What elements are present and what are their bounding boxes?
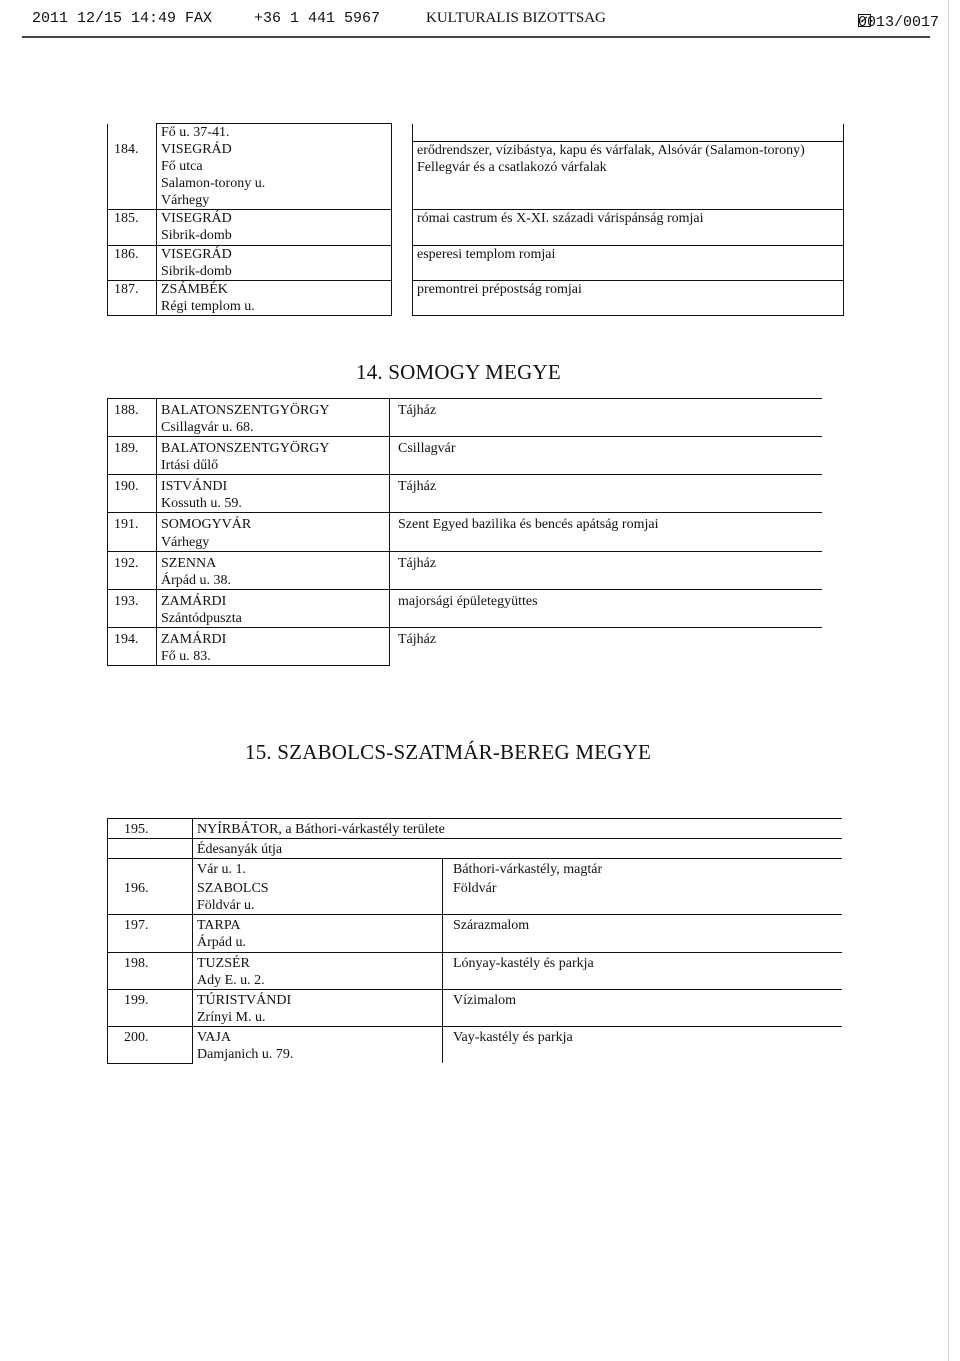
place-line: SZENNA [161, 555, 217, 571]
row-place [157, 513, 390, 551]
table-row [108, 589, 823, 627]
place-line: Fő u. 83. [161, 649, 211, 665]
table-row [108, 280, 844, 315]
row-number: 189. [108, 437, 157, 475]
row-number: 197. [108, 915, 193, 952]
table-row [108, 475, 823, 513]
row-place [157, 627, 390, 665]
place-line: Édesanyák útja [197, 842, 283, 858]
table-row [108, 551, 823, 589]
row-number: 191. [108, 513, 157, 551]
place-line: Damjanich u. 79. [197, 1046, 294, 1062]
place-line: ZAMÁRDI [161, 593, 227, 609]
place-line: Sibrik-domb [161, 263, 232, 279]
table-row [108, 952, 843, 989]
row-place [157, 245, 392, 280]
table-row [108, 627, 823, 665]
place-line: Földvár u. [197, 898, 255, 914]
place-line: Régi templom u. [161, 298, 255, 314]
place-line: VISEGRÁD [161, 211, 232, 227]
row-place [193, 819, 843, 839]
section-heading-somogy: 14. SOMOGY MEGYE [356, 360, 561, 384]
place-line: VISEGRÁD [161, 246, 232, 262]
row-description [413, 124, 844, 142]
row-place [157, 280, 392, 315]
place-line: ZAMÁRDI [161, 631, 227, 647]
row-description: Vízimalom [443, 989, 843, 1026]
place-line: Fő utca [161, 159, 203, 175]
fax-phone: +36 1 441 5967 [254, 10, 381, 27]
row-number: 190. [108, 475, 157, 513]
table-row [108, 245, 844, 280]
row-place [193, 1026, 443, 1063]
table-row [108, 399, 823, 437]
place-line: ZSÁMBÉK [161, 281, 228, 297]
row-description: majorsági épületegyüttes [390, 589, 823, 627]
table-row [108, 819, 843, 839]
place-line: VAJA [197, 1029, 231, 1045]
place-line: Ady E. u. 2. [197, 972, 265, 988]
place-line: TARPA [197, 918, 241, 934]
row-number: 194. [108, 627, 157, 665]
place-line: Várhegy [161, 193, 210, 209]
row-place [157, 210, 392, 245]
row-description: esperesi templom romjai [413, 245, 844, 280]
row-number [108, 124, 157, 142]
row-number: 192. [108, 551, 157, 589]
row-description: Tájház [390, 627, 823, 665]
place-line: ISTVÁNDI [161, 479, 228, 495]
fax-sender: KULTURALIS BIZOTTSAG [426, 10, 606, 26]
table-row-cont [108, 859, 843, 879]
row-place [157, 399, 390, 437]
place-line: VISEGRÁD [161, 142, 232, 158]
table-row [108, 437, 823, 475]
row-description: római castrum és X-XI. századi várispánság romjai [413, 210, 844, 245]
row-description: Báthori-várkastély, magtár [443, 859, 843, 879]
row-number: 195. [108, 819, 193, 839]
place-line: Szántódpuszta [161, 610, 242, 626]
row-place [193, 989, 443, 1026]
row-description: Szent Egyed bazilika és bencés apátság romjai [390, 513, 823, 551]
row-number: 199. [108, 989, 193, 1026]
row-description: Vay-kastély és parkja [443, 1026, 843, 1063]
row-description: Szárazmalom [443, 915, 843, 952]
table-row-cont [108, 839, 843, 859]
row-description: Csillagvár [390, 437, 823, 475]
row-place [193, 878, 443, 915]
place-line: SOMOGYVÁR [161, 517, 252, 533]
place-line: Salamon-torony u. [161, 176, 266, 192]
row-place [193, 915, 443, 952]
row-place [157, 124, 392, 142]
table-row [108, 989, 843, 1026]
row-place [157, 589, 390, 627]
fax-datetime: 2011 12/15 14:49 FAX [32, 10, 213, 27]
row-description: erődrendszer, vízibástya, kapu és várfalak, Alsóvár (Salamon-torony) Fellegvár és a csatlakozó várfalak [413, 141, 844, 210]
place-line: BALATONSZENTGYÖRGY [161, 441, 330, 457]
place-line: Sibrik-domb [161, 228, 232, 244]
row-number: 188. [108, 399, 157, 437]
scan-edge [948, 0, 949, 1361]
table-row [108, 210, 844, 245]
fax-header-rule [22, 36, 930, 38]
row-number: 187. [108, 280, 157, 315]
row-description: premontrei prépostság romjai [413, 280, 844, 315]
place-line: Zrínyi M. u. [197, 1009, 266, 1025]
row-number: 184. [108, 141, 157, 210]
row-number: 198. [108, 952, 193, 989]
row-place [157, 141, 392, 210]
row-number: 186. [108, 245, 157, 280]
place-line: Árpád u. 38. [161, 572, 231, 588]
table-row [108, 124, 844, 142]
fax-header [22, 6, 940, 31]
table-row [108, 141, 844, 210]
table-row [108, 878, 843, 915]
monument-table-somogy [107, 398, 822, 666]
place-line: BALATONSZENTGYÖRGY [161, 403, 330, 418]
place-line: Vár u. 1. [197, 862, 246, 878]
place-line: TÚRISTVÁNDI [197, 992, 292, 1008]
row-description: Tájház [390, 399, 823, 437]
place-line: TUZSÉR [197, 955, 250, 971]
row-description: Földvár [443, 878, 843, 915]
row-description: Lónyay-kastély és parkja [443, 952, 843, 989]
place-line: Várhegy [161, 534, 210, 550]
place-line: Kossuth u. 59. [161, 496, 242, 512]
row-number: 196. [108, 878, 193, 915]
table-row [108, 1026, 843, 1063]
section-heading-szabolcs: 15. SZABOLCS-SZATMÁR-BEREG MEGYE [245, 740, 652, 764]
row-number: 193. [108, 589, 157, 627]
row-number: 200. [108, 1026, 193, 1063]
table-row [108, 513, 823, 551]
row-place [157, 475, 390, 513]
monument-table-szabolcs [107, 818, 842, 1064]
fax-page: 0013/0017 [858, 14, 940, 31]
place-line: Irtási dűlő [161, 458, 219, 474]
table-row [108, 915, 843, 952]
place-line: Árpád u. [197, 935, 246, 951]
place-line: Csillagvár u. 68. [161, 420, 254, 436]
place-line: NYÍRBÁTOR, a Báthori-várkastély területe [197, 822, 445, 837]
row-place [193, 839, 843, 859]
row-number: 185. [108, 210, 157, 245]
row-place [193, 952, 443, 989]
row-place [157, 437, 390, 475]
place-line: SZABOLCS [197, 881, 269, 897]
monument-table-pest [107, 123, 844, 316]
place-line: Fő u. 37-41. [161, 125, 230, 140]
row-description: Tájház [390, 475, 823, 513]
row-place [157, 551, 390, 589]
row-description: Tájház [390, 551, 823, 589]
row-place [193, 859, 443, 879]
